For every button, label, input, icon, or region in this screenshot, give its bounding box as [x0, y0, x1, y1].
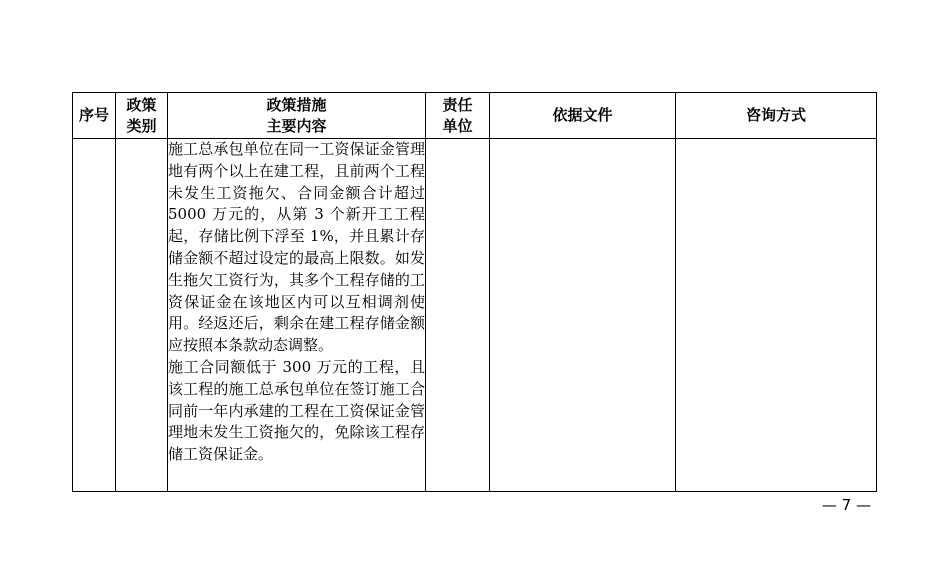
cell-basis — [490, 139, 676, 492]
measure-paragraph: 施工总承包单位在同一工资保证金管理地有两个以上在建工程，且前两个工程未发生工资拖欠、合同金额合计超过 5000 万元的，从第 3 个新开工工程起，存储比例下浮至 1%，并且累计存储金额不超过设定的最高上限数。如发生拖欠工资行为，其多个工程存储的工资保证金在该地区内可以互相调剂使用。经返还后，剩余在建工程存储金额应按照本条款动态调整。 — [168, 140, 425, 355]
header-responsible: 责任 单位 — [426, 93, 490, 139]
header-measures: 政策措施 主要内容 — [168, 93, 426, 139]
cell-seq — [73, 139, 116, 492]
header-seq: 序号 — [73, 93, 116, 139]
measure-paragraph: 施工合同额低于 300 万元的工程，且该工程的施工总承包单位在签订施工合同前一年内承建的工程在工资保证金管理地未发生工资拖欠的，免除该工程存储工资保证金。 — [168, 357, 425, 464]
table-row — [73, 139, 877, 492]
policy-table — [72, 92, 877, 492]
header-contact: 咨询方式 — [676, 93, 877, 139]
cell-responsible — [426, 139, 490, 492]
table-header-row — [73, 93, 877, 139]
header-basis: 依据文件 — [490, 93, 676, 139]
header-policy-type: 政策 类别 — [116, 93, 168, 139]
page-number: — 7 — — [821, 496, 871, 514]
cell-policy-type — [116, 139, 168, 492]
cell-contact — [676, 139, 877, 492]
cell-measures — [168, 139, 426, 492]
